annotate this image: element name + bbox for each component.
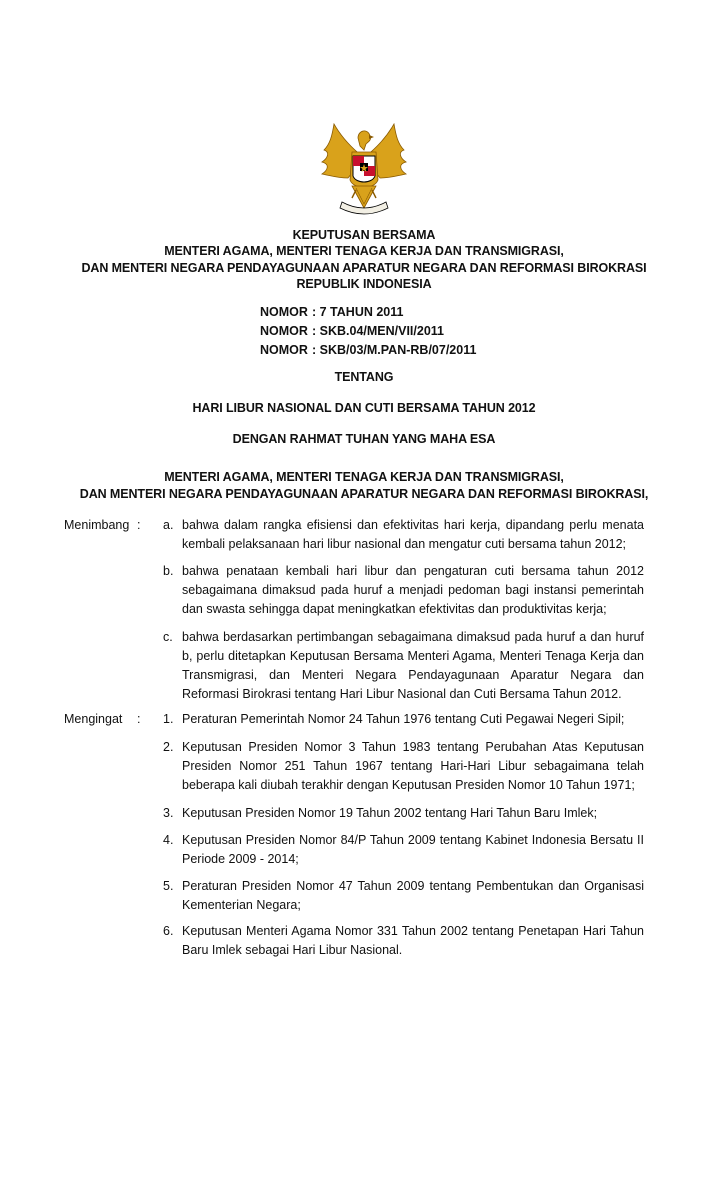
list-item: 4. Keputusan Presiden Nomor 84/P Tahun 2009 tentang Kabinet Indonesia Bersatu II Periode 2009 - 2014; bbox=[163, 833, 644, 866]
authority-line-1: MENTERI AGAMA, MENTERI TENAGA KERJA DAN TRANSMIGRASI, bbox=[164, 470, 564, 484]
decree-number-2: NOMOR : SKB.04/MEN/VII/2011 bbox=[260, 324, 445, 338]
list-item: 5. Peraturan Presiden Nomor 47 Tahun 2009 tentang Pembentukan dan Organisasi Kementerian Negara; bbox=[163, 879, 644, 912]
garuda-emblem bbox=[312, 118, 416, 222]
tentang-heading: TENTANG bbox=[334, 370, 394, 384]
menimbang-colon: : bbox=[137, 518, 141, 532]
decree-subject: HARI LIBUR NASIONAL DAN CUTI BERSAMA TAHUN 2012 bbox=[192, 401, 536, 415]
list-item: 3. Keputusan Presiden Nomor 19 Tahun 2002 tentang Hari Tahun Baru Imlek; bbox=[163, 806, 598, 820]
list-item: b. bahwa penataan kembali hari libur dan pengaturan cuti bersama tahun 2012 sebagaimana dimaksud pada huruf a menjadi pedoman bagi instansi pemerintah dan swasta sehingga dapat meningkatkan efektivitas dan produktivitas kerja; bbox=[163, 564, 644, 616]
decree-number-3: NOMOR : SKB/03/M.PAN-RB/07/2011 bbox=[260, 343, 477, 357]
mengingat-colon: : bbox=[137, 712, 141, 726]
document-title: KEPUTUSAN BERSAMA bbox=[292, 228, 436, 242]
list-item: 6. Keputusan Menteri Agama Nomor 331 Tahun 2002 tentang Penetapan Hari Tahun Baru Imlek sebagai Hari Libur Nasional. bbox=[163, 924, 644, 957]
blessing-line: DENGAN RAHMAT TUHAN YANG MAHA ESA bbox=[232, 432, 496, 446]
list-item: a. bahwa dalam rangka efisiensi dan efektivitas hari kerja, dipandang perlu menata kembali pelaksanaan hari libur nasional dan mengatur cuti bersama tahun 2012; bbox=[163, 518, 644, 551]
list-item: 2. Keputusan Presiden Nomor 3 Tahun 1983 tentang Perubahan Atas Keputusan Presiden Nomor 251 Tahun 1967 tentang Hari-Hari Libur sebagaimana telah beberapa kali diubah terakhir dengan Keputusan Presiden Nomor 10 Tahun 1971; bbox=[163, 740, 644, 792]
menimbang-label: Menimbang bbox=[64, 518, 130, 532]
mengingat-label: Mengingat bbox=[64, 712, 123, 726]
header-line-3: DAN MENTERI NEGARA PENDAYAGUNAAN APARATUR NEGARA DAN REFORMASI BIROKRASI bbox=[81, 261, 647, 275]
list-item: c. bahwa berdasarkan pertimbangan sebagaimana dimaksud pada huruf a dan huruf b, perlu ditetapkan Keputusan Bersama Menteri Agama, Menteri Tenaga Kerja dan Transmigrasi, dan Menteri Negara Pendayagunaan Aparatur Negara dan Reformasi Birokrasi tentang Hari Libur Nasional dan Cuti Bersama Tahun 2012. bbox=[163, 630, 644, 701]
decree-number-1: NOMOR : 7 TAHUN 2011 bbox=[260, 305, 404, 319]
header-line-4: REPUBLIK INDONESIA bbox=[296, 277, 432, 291]
authority-line-2: DAN MENTERI NEGARA PENDAYAGUNAAN APARATUR NEGARA DAN REFORMASI BIROKRASI, bbox=[79, 487, 649, 501]
list-item: 1. Peraturan Pemerintah Nomor 24 Tahun 1976 tentang Cuti Pegawai Negeri Sipil; bbox=[163, 712, 625, 726]
header-line-2: MENTERI AGAMA, MENTERI TENAGA KERJA DAN TRANSMIGRASI, bbox=[164, 244, 564, 258]
